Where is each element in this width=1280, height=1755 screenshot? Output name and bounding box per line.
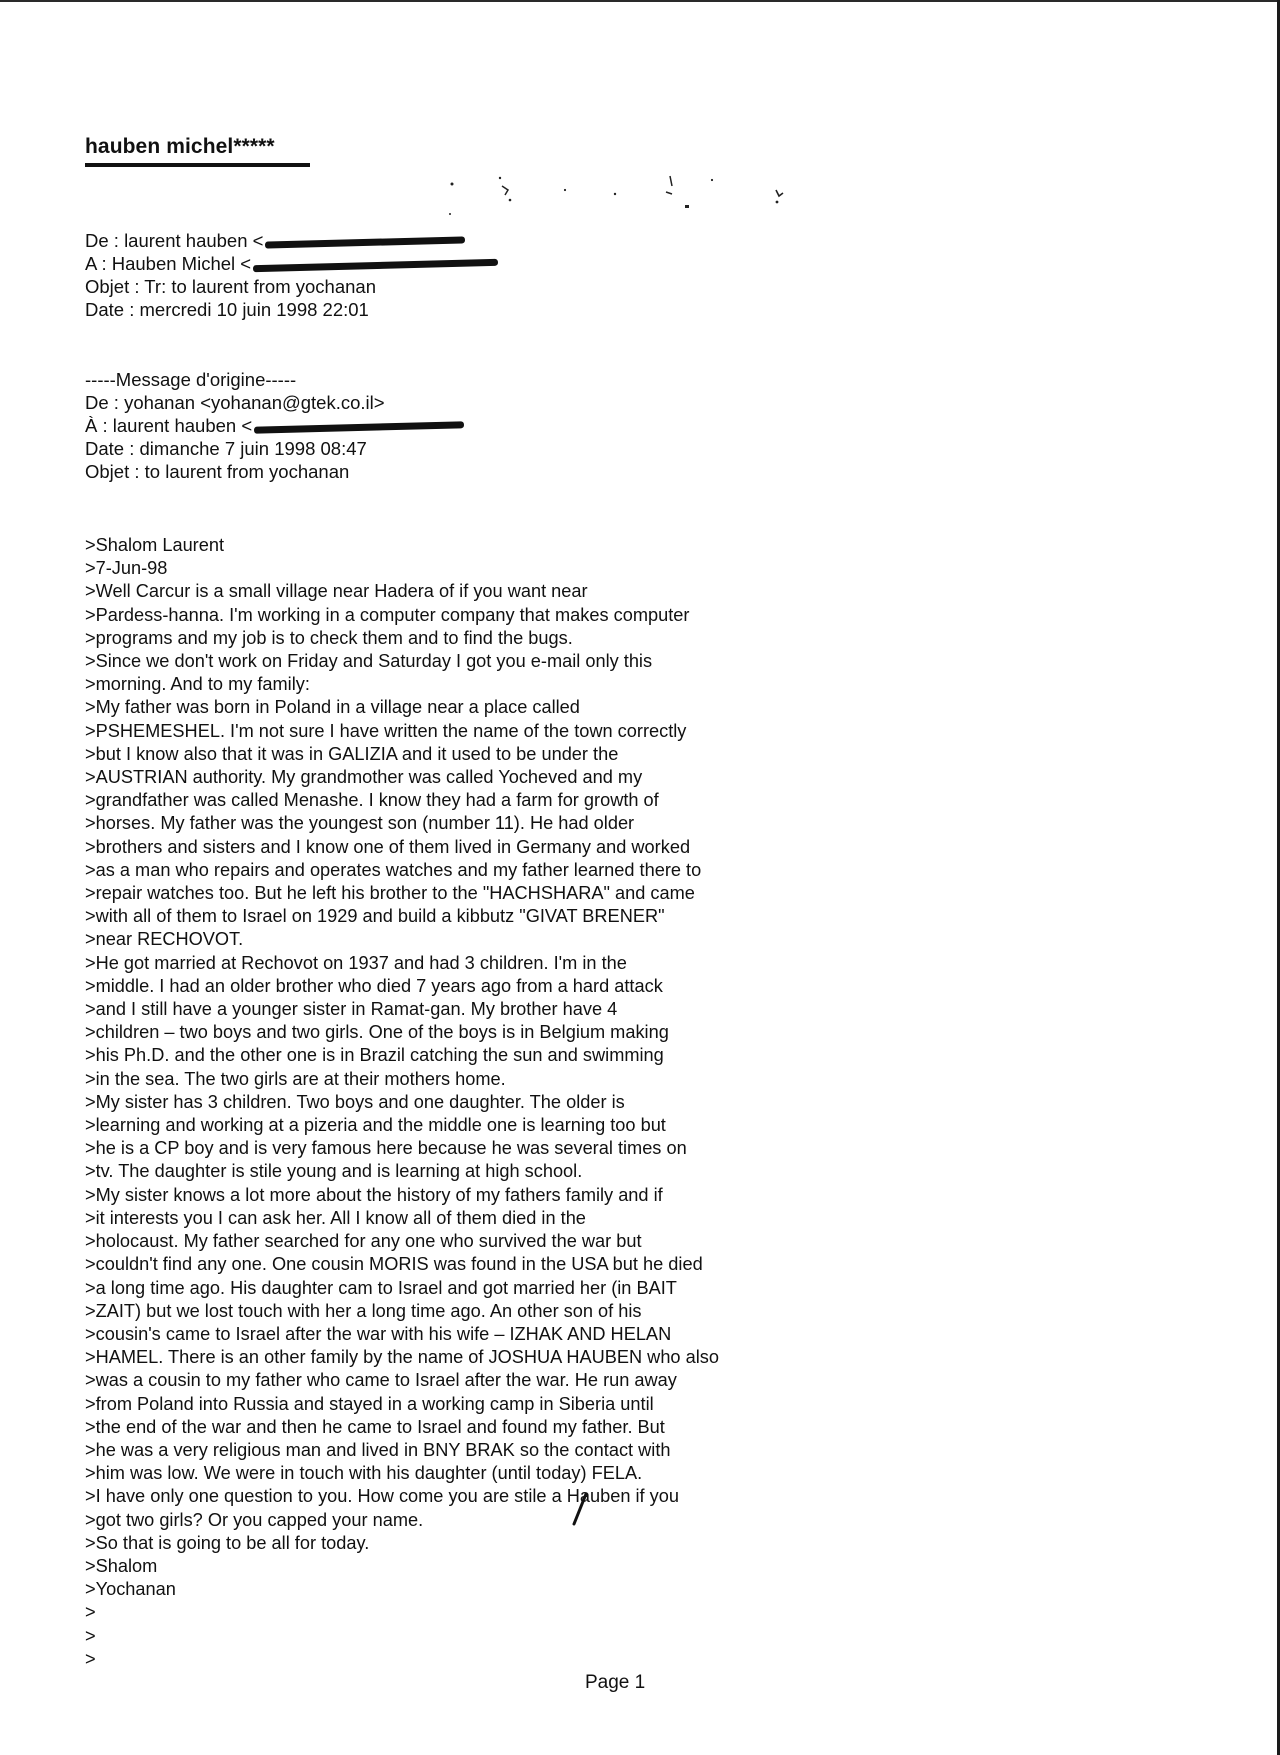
body-line: >him was low. We were in touch with his daughter (until today) FELA. <box>85 1463 643 1484</box>
body-line: >cousin's came to Israel after the war with his wife – IZHAK AND HELAN <box>85 1323 672 1344</box>
original-header <box>85 368 464 483</box>
body-line: >but I know also that it was in GALIZIA and it used to be under the <box>85 743 619 764</box>
body-line: >Shalom Laurent <box>85 535 225 555</box>
body-line: >Shalom <box>85 1555 158 1576</box>
body-line: >learning and working at a pizeria and the middle one is learning too but <box>85 1115 666 1136</box>
message-body <box>85 534 719 1671</box>
forward-header-line-3: Date : mercredi 10 juin 1998 22:01 <box>85 299 369 320</box>
body-line: >was a cousin to my father who came to Israel after the war. He run away <box>85 1370 677 1391</box>
forward-header-line-1: A : Hauben Michel < <box>85 252 498 275</box>
body-line: >repair watches too. But he left his brother to the "HACHSHARA" and came <box>85 883 695 904</box>
body-line: >My sister has 3 children. Two boys and one daughter. The older is <box>85 1091 625 1112</box>
body-line: >PSHEMESHEL. I'm not sure I have written the name of the town correctly <box>85 720 687 741</box>
pen-stroke-mark <box>570 1492 590 1526</box>
scan-edge-top <box>0 0 1280 2</box>
body-line: >grandfather was called Menashe. I know they had a farm for growth of <box>85 790 659 811</box>
body-line: >7-Jun-98 <box>85 558 168 579</box>
body-line: >from Poland into Russia and stayed in a working camp in Siberia until <box>85 1393 654 1414</box>
body-line: >morning. And to my family: <box>85 674 310 695</box>
title-underline <box>85 163 310 167</box>
redaction-mark <box>254 421 464 433</box>
page-title: hauben michel***** <box>85 135 275 158</box>
body-line: >AUSTRIAN authority. My grandmother was called Yocheved and my <box>85 767 643 788</box>
body-line: >his Ph.D. and the other one is in Brazil catching the sun and swimming <box>85 1045 664 1066</box>
body-line: >Yochanan <box>85 1579 176 1600</box>
body-line: >My father was born in Poland in a village near a place called <box>85 697 580 718</box>
page-number: Page 1 <box>585 1672 646 1693</box>
body-line: >horses. My father was the youngest son (number 11). He had older <box>85 813 635 834</box>
body-line: >with all of them to Israel on 1929 and build a kibbutz "GIVAT BRENER" <box>85 906 665 927</box>
body-line: >he was a very religious man and lived in BNY BRAK so the contact with <box>85 1439 671 1460</box>
body-line: >he is a CP boy and is very famous here because he was several times on <box>85 1138 687 1159</box>
body-line: >programs and my job is to check them and to find the bugs. <box>85 627 573 648</box>
body-line: >in the sea. The two girls are at their mothers home. <box>85 1068 506 1089</box>
body-line: >children – two boys and two girls. One of the boys is in Belgium making <box>85 1022 669 1043</box>
body-line: >brothers and sisters and I know one of them lived in Germany and worked <box>85 836 691 857</box>
body-line: >My sister knows a lot more about the history of my fathers family and if <box>85 1184 663 1205</box>
body-line: >and I still have a younger sister in Ramat-gan. My brother have 4 <box>85 999 618 1020</box>
body-line: > <box>85 1602 96 1623</box>
original-header-line-2: À : laurent hauben < <box>85 414 464 437</box>
body-line: >Well Carcur is a small village near Hadera of if you want near <box>85 581 588 602</box>
body-line: >it interests you I can ask her. All I know all of them died in the <box>85 1207 586 1228</box>
original-header-line-1: De : yohanan <yohanan@gtek.co.il> <box>85 392 385 413</box>
body-line: >a long time ago. His daughter cam to Israel and got married her (in BAIT <box>85 1277 677 1298</box>
redaction-mark <box>253 258 498 271</box>
redaction-mark <box>265 236 465 248</box>
forward-header-line-2: Objet : Tr: to laurent from yochanan <box>85 276 377 297</box>
body-line: >So that is going to be all for today. <box>85 1532 370 1553</box>
forward-header-line-0: De : laurent hauben < <box>85 229 498 252</box>
body-line: >as a man who repairs and operates watches and my father learned there to <box>85 859 702 880</box>
body-line: >I have only one question to you. How come you are stile a Hauben if you <box>85 1486 679 1507</box>
body-line: >couldn't find any one. One cousin MORIS was found in the USA but he died <box>85 1254 703 1275</box>
forward-header <box>85 229 498 321</box>
body-line: >tv. The daughter is stile young and is learning at high school. <box>85 1161 583 1182</box>
body-line: >the end of the war and then he came to Israel and found my father. But <box>85 1416 665 1437</box>
body-line: >HAMEL. There is an other family by the name of JOSHUA HAUBEN who also <box>85 1347 719 1368</box>
original-header-line-4: Objet : to laurent from yochanan <box>85 461 350 482</box>
body-line: >near RECHOVOT. <box>85 929 244 950</box>
original-header-line-0: -----Message d'origine----- <box>85 369 297 390</box>
body-line: > <box>85 1648 96 1669</box>
body-line: >got two girls? Or you capped your name. <box>85 1509 424 1530</box>
original-header-line-3: Date : dimanche 7 juin 1998 08:47 <box>85 438 367 459</box>
body-line: >Since we don't work on Friday and Saturday I got you e-mail only this <box>85 651 653 672</box>
body-line: >Pardess-hanna. I'm working in a computer company that makes computer <box>85 604 690 625</box>
body-line: >He got married at Rechovot on 1937 and had 3 children. I'm in the <box>85 952 627 973</box>
scan-noise <box>440 172 820 217</box>
body-line: > <box>85 1625 96 1646</box>
body-line: >holocaust. My father searched for any one who survived the war but <box>85 1231 642 1252</box>
body-line: >middle. I had an older brother who died 7 years ago from a hard attack <box>85 975 663 996</box>
body-line: >ZAIT) but we lost touch with her a long time ago. An other son of his <box>85 1300 642 1321</box>
